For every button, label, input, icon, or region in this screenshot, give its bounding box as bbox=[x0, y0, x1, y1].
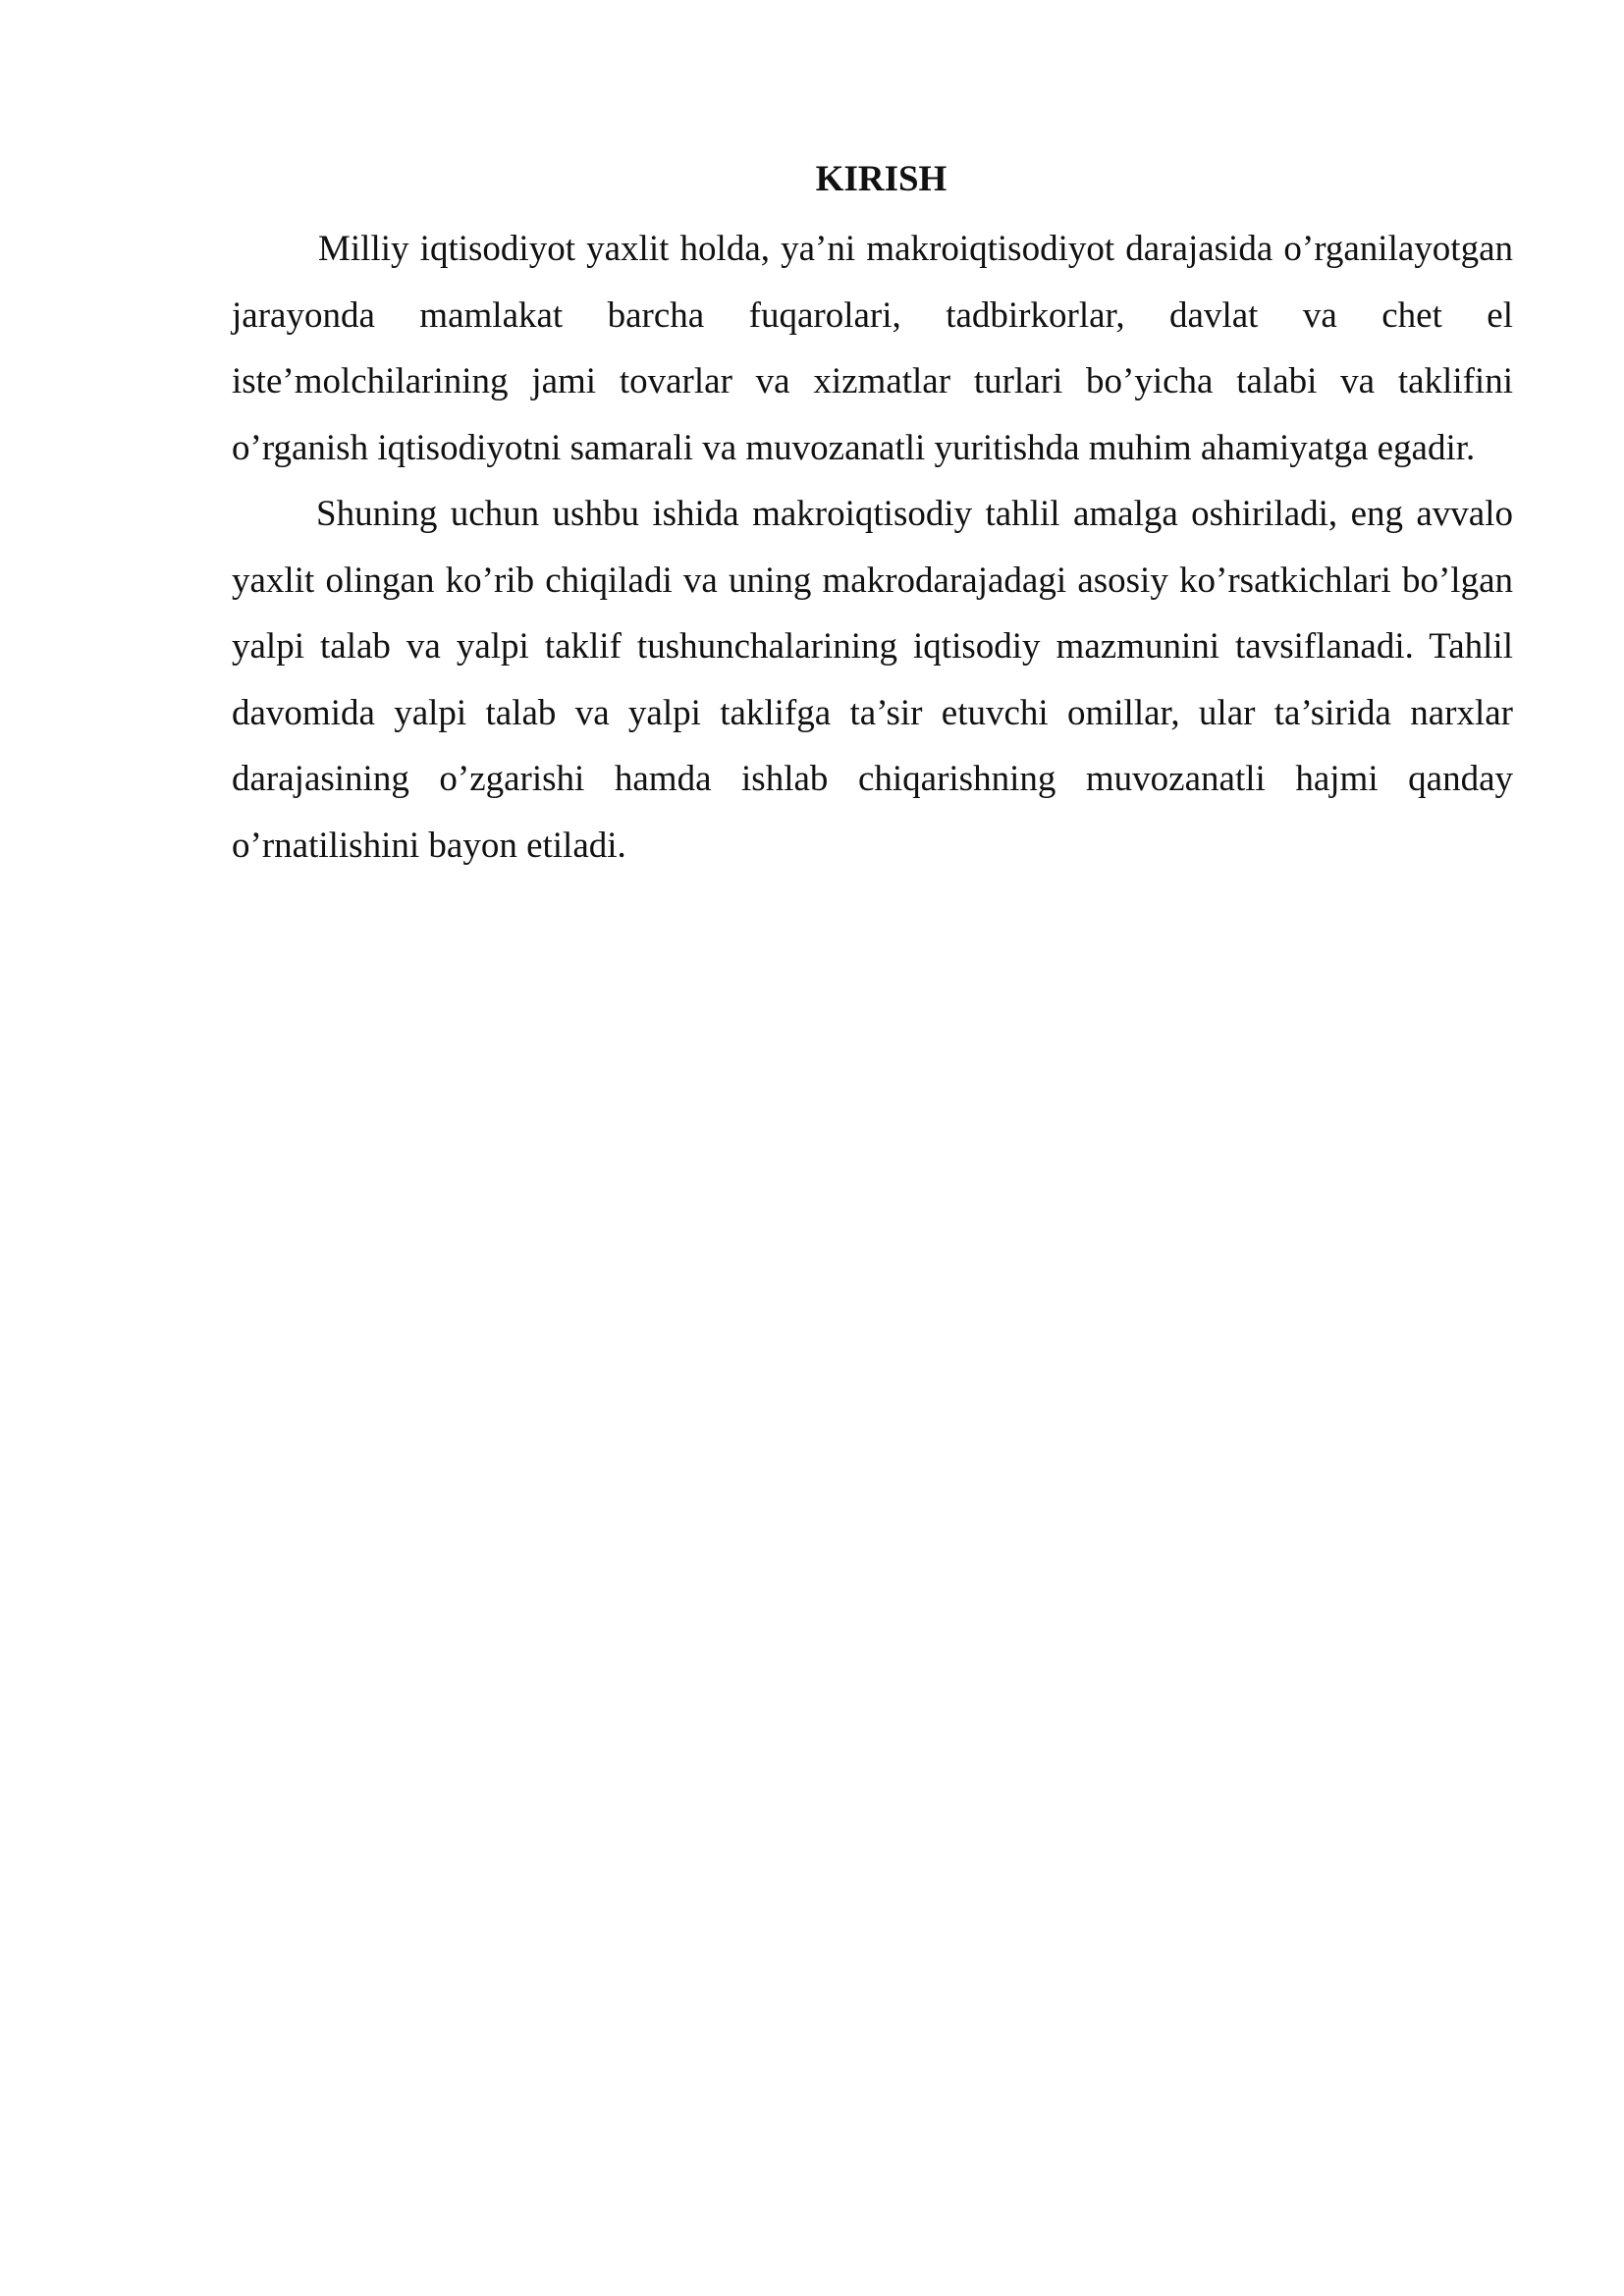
paragraph-1: Milliy iqtisodiyot yaxlit holda, ya’ni makroiqtisodiyot darajasida o’rganilayotgan jarayonda mamlakat barcha fuqarolari, tadbirkorlar, davlat va chet el iste’molchilarining jami tovarlar va xizmatlar turlari bo’yicha talabi va taklifini o’rganish iqtisodiyotni samarali va muvozanatli yuritishda muhim ahamiyatga egadir. bbox=[232, 229, 1513, 468]
document-body bbox=[232, 145, 1513, 879]
section-title: KIRISH bbox=[815, 159, 947, 199]
paragraph-2: Shuning uchun ushbu ishida makroiqtisodiy tahlil amalga oshiriladi, eng avvalo yaxlit olingan ko’rib chiqiladi va uning makrodarajadagi asosiy ko’rsatkichlari bo’lgan yalpi talab va yalpi taklif tushunchalarining iqtisodiy mazmunini tavsiflanadi. Tahlil davomida yalpi talab va yalpi taklifga ta’sir etuvchi omillar, ular ta’sirida narxlar darajasining o’zgarishi hamda ishlab chiqarishning muvozanatli hajmi qanday o’rnatilishini bayon etiladi. bbox=[232, 494, 1513, 866]
